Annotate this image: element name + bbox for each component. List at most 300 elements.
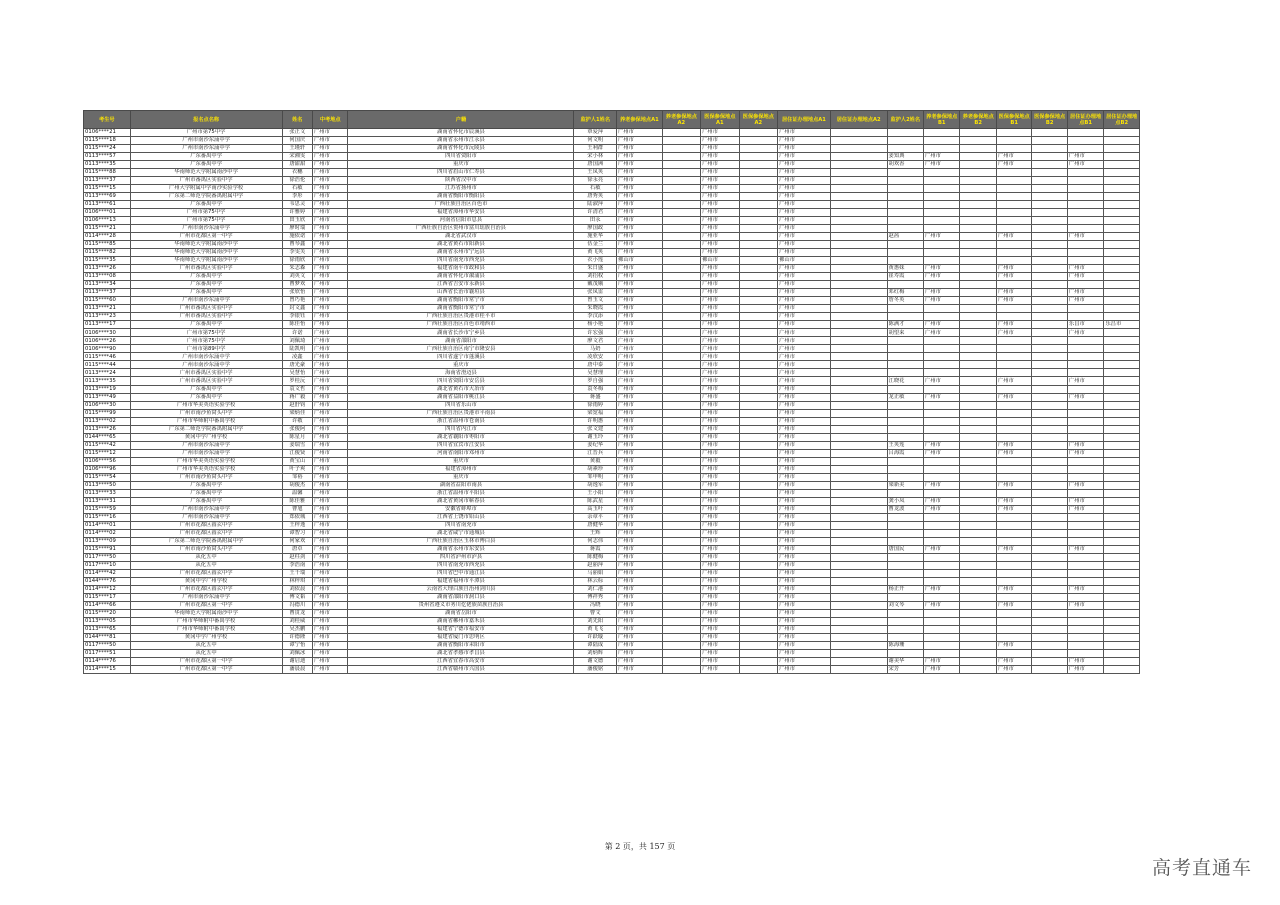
data-table [83, 110, 1140, 674]
table-cell [887, 457, 923, 465]
table-cell [830, 585, 887, 593]
table-cell: 广东番禺中学 [130, 201, 282, 209]
table-cell: 广州市 [617, 161, 663, 169]
table-cell [662, 233, 701, 241]
table-cell [887, 249, 923, 257]
table-cell [739, 297, 778, 305]
table-cell [960, 417, 996, 425]
table-row [84, 257, 1140, 265]
table-cell [1104, 217, 1140, 225]
table-cell: 福建省漳州市 [348, 465, 574, 473]
table-cell: 广东番禺中学 [130, 385, 282, 393]
table-cell: 广州市 [996, 329, 1031, 337]
table-cell [924, 385, 960, 393]
table-cell: 广州市华美英语实验学校 [130, 457, 282, 465]
table-row [84, 137, 1140, 145]
table-cell [960, 545, 996, 553]
table-cell [996, 561, 1031, 569]
table-cell: 广州市 [1067, 393, 1103, 401]
table-cell [739, 217, 778, 225]
table-cell: 0117****50 [84, 642, 131, 650]
table-cell: 广州市 [701, 225, 740, 233]
table-cell [1067, 457, 1103, 465]
table-cell [739, 417, 778, 425]
table-cell [1067, 513, 1103, 521]
table-cell [1104, 457, 1140, 465]
table-cell: 广州市 [617, 569, 663, 577]
table-cell [830, 457, 887, 465]
table-cell: 广州市 [617, 513, 663, 521]
table-cell [887, 625, 923, 633]
table-cell [996, 409, 1031, 417]
table-cell [960, 393, 996, 401]
table-cell [1032, 497, 1067, 505]
table-cell [960, 642, 996, 650]
table-cell [924, 633, 960, 641]
table-cell [1104, 642, 1140, 650]
table-cell: 覃爱萍 [574, 129, 617, 137]
table-cell: 广州市 [617, 297, 663, 305]
table-cell [1104, 385, 1140, 393]
table-cell [1032, 393, 1067, 401]
table-cell [960, 658, 996, 666]
table-cell [960, 137, 996, 145]
table-cell [662, 161, 701, 169]
table-cell [662, 225, 701, 233]
table-cell [739, 241, 778, 249]
table-cell [662, 545, 701, 553]
table-cell: 广州市 [617, 265, 663, 273]
table-cell [739, 505, 778, 513]
table-cell: 广州市 [1067, 497, 1103, 505]
table-cell [960, 321, 996, 329]
table-row [84, 329, 1140, 337]
table-cell: 河南省信阳市息县 [348, 217, 574, 225]
table-cell: 广州市 [778, 642, 831, 650]
table-cell: 广州市 [313, 369, 348, 377]
table-cell [1104, 521, 1140, 529]
table-cell [887, 337, 923, 345]
table-cell [662, 345, 701, 353]
table-cell: 四川省资阳市安岳县 [348, 377, 574, 385]
table-cell: 广州市 [701, 305, 740, 313]
table-cell [739, 577, 778, 585]
table-row [84, 345, 1140, 353]
table-cell [996, 193, 1031, 201]
table-cell: 广州市 [701, 329, 740, 337]
table-cell: 广州市 [313, 465, 348, 473]
table-cell [1067, 433, 1103, 441]
table-cell: 0113****69 [84, 193, 131, 201]
table-cell [662, 537, 701, 545]
table-cell [960, 666, 996, 674]
table-cell [1032, 369, 1067, 377]
table-cell [662, 401, 701, 409]
table-cell [996, 473, 1031, 481]
table-cell [1067, 257, 1103, 265]
table-cell [1104, 281, 1140, 289]
table-cell: 广州市 [617, 305, 663, 313]
table-cell: 华南师范大学附属南沙中学 [130, 257, 282, 265]
table-cell: 林梓琪 [282, 577, 312, 585]
table-cell [662, 425, 701, 433]
table-cell: 四川省巴中市通江县 [348, 569, 574, 577]
table-cell: 广东番禺中学 [130, 289, 282, 297]
table-cell [1032, 441, 1067, 449]
table-cell [1032, 545, 1067, 553]
table-cell [830, 545, 887, 553]
table-cell [739, 633, 778, 641]
table-cell [1104, 425, 1140, 433]
table-cell [924, 457, 960, 465]
table-cell: 何文明 [574, 137, 617, 145]
table-cell [739, 145, 778, 153]
table-cell: 广州市 [617, 281, 663, 289]
table-cell [924, 625, 960, 633]
table-cell [960, 209, 996, 217]
table-cell [1067, 529, 1103, 537]
table-cell [960, 217, 996, 225]
table-cell: 何志伟 [574, 537, 617, 545]
table-cell [662, 273, 701, 281]
table-cell [1032, 249, 1067, 257]
table-cell [960, 129, 996, 137]
table-cell: 王辉 [574, 529, 617, 537]
table-cell [924, 209, 960, 217]
table-cell: 罗自强 [574, 377, 617, 385]
table-cell: 广州市 [1067, 273, 1103, 281]
table-cell: 0106****01 [84, 209, 131, 217]
table-cell [996, 417, 1031, 425]
table-cell [887, 513, 923, 521]
table-cell: 广州市 [778, 177, 831, 185]
table-cell [1067, 225, 1103, 233]
table-cell: 广州市 [313, 361, 348, 369]
table-cell [1067, 609, 1103, 617]
table-row [84, 465, 1140, 473]
table-cell [960, 481, 996, 489]
column-header: 养老参保地点A1 [617, 111, 663, 129]
table-cell [1104, 585, 1140, 593]
table-cell: 广州市 [996, 601, 1031, 609]
table-cell [1104, 209, 1140, 217]
table-cell [1032, 633, 1067, 641]
table-cell: 广州市 [701, 393, 740, 401]
table-cell: 广州市 [313, 305, 348, 313]
table-cell [662, 457, 701, 465]
table-cell: 何家欢 [282, 537, 312, 545]
table-cell [1104, 609, 1140, 617]
table-cell: 广州市 [313, 321, 348, 329]
table-cell [739, 313, 778, 321]
table-cell: 广州市 [617, 289, 663, 297]
table-cell [996, 305, 1031, 313]
table-cell: 广西壮族自治区百色市靖西市 [348, 321, 574, 329]
column-header: 居住证办理地点A2 [830, 111, 887, 129]
table-cell [1104, 617, 1140, 625]
table-cell: 河南省南阳市邓州市 [348, 449, 574, 457]
table-cell: 谭宁怡 [282, 642, 312, 650]
table-cell: 湖北省黄石市大冶市 [348, 385, 574, 393]
table-cell: 广州市 [617, 481, 663, 489]
table-cell: 广州市花都区圆玄中学 [130, 529, 282, 537]
table-cell: 江苏省扬州市 [348, 185, 574, 193]
table-cell: 0113****31 [84, 497, 131, 505]
table-cell: 广州市 [996, 642, 1031, 650]
table-cell [1032, 361, 1067, 369]
table-cell: 0114****15 [84, 666, 131, 674]
table-cell: 广州市 [996, 441, 1031, 449]
table-cell [739, 345, 778, 353]
table-cell: 广州市 [778, 425, 831, 433]
table-cell [739, 553, 778, 561]
table-cell [996, 209, 1031, 217]
table-cell: 刘先阳 [574, 617, 617, 625]
table-cell: 广州市 [924, 601, 960, 609]
table-cell [662, 593, 701, 601]
table-cell: 胡俊杰 [282, 481, 312, 489]
table-cell: 广州市 [617, 601, 663, 609]
table-cell: 蒋盛 [574, 393, 617, 401]
table-cell [1104, 329, 1140, 337]
table-cell: 广州市 [778, 465, 831, 473]
table-cell [1067, 353, 1103, 361]
table-cell: 广州市 [701, 361, 740, 369]
table-cell [1104, 666, 1140, 674]
table-cell: 胡望来 [887, 329, 923, 337]
table-cell [830, 561, 887, 569]
table-row [84, 201, 1140, 209]
table-cell: 0117****10 [84, 561, 131, 569]
table-cell: 0113****34 [84, 281, 131, 289]
table-row [84, 369, 1140, 377]
table-cell: 刘文琴 [887, 601, 923, 609]
table-cell: 广州市 [778, 393, 831, 401]
table-cell [739, 337, 778, 345]
table-cell: 广州市 [701, 297, 740, 305]
table-cell [830, 345, 887, 353]
table-row [84, 457, 1140, 465]
table-cell: 张欣怡 [282, 289, 312, 297]
table-cell: 施亚华 [574, 233, 617, 241]
table-cell [996, 457, 1031, 465]
table-cell: 广州市 [701, 417, 740, 425]
table-cell: 广州市 [778, 625, 831, 633]
table-cell [662, 521, 701, 529]
table-cell: 广州市华师附中番禺学校 [130, 417, 282, 425]
table-cell: 梁新美 [887, 481, 923, 489]
table-cell: 广州市 [313, 513, 348, 521]
table-cell [739, 185, 778, 193]
table-cell [887, 209, 923, 217]
table-cell [996, 337, 1031, 345]
table-cell [1032, 201, 1067, 209]
column-header: 监护人2姓名 [887, 111, 923, 129]
table-cell: 广州市 [701, 345, 740, 353]
table-cell [1067, 129, 1103, 137]
table-cell: 广州市 [701, 129, 740, 137]
table-cell: 广州市 [1067, 233, 1103, 241]
table-cell: 广州市华师附中番禺学校 [130, 617, 282, 625]
table-cell [739, 441, 778, 449]
table-cell [662, 193, 701, 201]
table-cell: 广州市 [924, 233, 960, 241]
table-cell: 广西壮族自治区贵港市桂平市 [348, 313, 574, 321]
table-cell: 广州市 [701, 553, 740, 561]
table-cell: 许清君 [574, 209, 617, 217]
table-cell: 许诺 [282, 329, 312, 337]
table-cell: 广州市 [701, 658, 740, 666]
table-cell: 广州市 [924, 289, 960, 297]
table-cell: 广州市 [778, 633, 831, 641]
table-cell [662, 185, 701, 193]
column-header: 居住证办理地点A1 [778, 111, 831, 129]
table-cell: 杨正开 [887, 585, 923, 593]
table-cell: 陈佳怡 [282, 321, 312, 329]
table-cell: 广州市花都区圆玄中学 [130, 585, 282, 593]
table-cell: 广州市 [701, 593, 740, 601]
table-cell [960, 553, 996, 561]
table-cell [887, 345, 923, 353]
table-cell: 0113****35 [84, 377, 131, 385]
table-cell [960, 585, 996, 593]
table-cell [960, 441, 996, 449]
table-cell: 广州市 [778, 537, 831, 545]
table-cell: 唐光豪 [282, 361, 312, 369]
table-body [84, 129, 1140, 674]
table-cell [996, 609, 1031, 617]
table-cell: 0113****02 [84, 417, 131, 425]
table-cell: 广州市 [924, 545, 960, 553]
table-cell [830, 129, 887, 137]
table-cell [1104, 377, 1140, 385]
table-cell [739, 377, 778, 385]
table-cell: 陈武星 [574, 497, 617, 505]
table-row [84, 313, 1140, 321]
table-cell [662, 129, 701, 137]
table-cell [1104, 449, 1140, 457]
table-cell [830, 529, 887, 537]
table-cell [924, 169, 960, 177]
table-cell [739, 569, 778, 577]
table-row [84, 449, 1140, 457]
table-cell: 广州市 [778, 577, 831, 585]
table-cell: 曹琴鑫 [282, 241, 312, 249]
table-cell [1067, 561, 1103, 569]
table-cell: 湖南省永州市宁远县 [348, 249, 574, 257]
table-cell: 凌欣安 [574, 353, 617, 361]
table-cell: 广州大学附属中学南沙实验学校 [130, 185, 282, 193]
table-cell: 高玉叶 [574, 505, 617, 513]
table-cell: 广州市 [701, 289, 740, 297]
table-cell: 广州市 [617, 145, 663, 153]
table-cell: 广西壮族自治区贵港市平南县 [348, 409, 574, 417]
table-cell [887, 257, 923, 265]
table-cell: 0113****37 [84, 177, 131, 185]
table-cell: 广州市 [701, 321, 740, 329]
table-cell: 从化五中 [130, 553, 282, 561]
table-cell: 0106****30 [84, 401, 131, 409]
table-cell: 广州市 [313, 337, 348, 345]
table-cell: 广州市 [1067, 601, 1103, 609]
table-cell: 刘桂威 [282, 617, 312, 625]
table-cell [924, 417, 960, 425]
table-cell [1104, 401, 1140, 409]
table-cell: 广州市 [1067, 545, 1103, 553]
table-cell: 广州市 [617, 201, 663, 209]
table-cell: 浙江省温州市平阳县 [348, 489, 574, 497]
table-cell: 0113****33 [84, 489, 131, 497]
table-cell: 广州市 [313, 353, 348, 361]
table-cell [1067, 217, 1103, 225]
table-cell: 广州市 [778, 569, 831, 577]
table-row [84, 265, 1140, 273]
table-cell: 广州市 [617, 233, 663, 241]
table-cell: 广州市 [617, 650, 663, 658]
table-cell [996, 313, 1031, 321]
table-cell [1067, 489, 1103, 497]
table-cell [960, 521, 996, 529]
table-cell [662, 297, 701, 305]
table-cell: 廖文君 [574, 337, 617, 345]
table-cell [830, 609, 887, 617]
table-cell [1067, 169, 1103, 177]
table-cell [887, 385, 923, 393]
table-cell: 广州市 [313, 393, 348, 401]
table-cell: 广州市 [924, 497, 960, 505]
table-cell: 广州市 [778, 369, 831, 377]
table-cell [739, 409, 778, 417]
table-cell: 广州市 [617, 361, 663, 369]
table-cell: 广州市南沙鱼窝头中学 [130, 473, 282, 481]
table-cell [1104, 441, 1140, 449]
table-cell [1104, 193, 1140, 201]
table-cell: 0115****82 [84, 249, 131, 257]
table-cell [1067, 401, 1103, 409]
table-cell: 李彤 [282, 193, 312, 201]
table-cell [1032, 337, 1067, 345]
table-cell: 王瑾轩 [282, 145, 312, 153]
table-cell: 梁炳佳 [282, 409, 312, 417]
table-cell [924, 185, 960, 193]
table-cell: 0114****02 [84, 529, 131, 537]
table-cell: 广州市花都区圆玄中学 [130, 569, 282, 577]
table-cell: 广州市 [313, 417, 348, 425]
table-cell: 广州市 [617, 433, 663, 441]
table-row [84, 545, 1140, 553]
table-cell [924, 569, 960, 577]
table-cell [1104, 305, 1140, 313]
table-cell: 广州市 [617, 393, 663, 401]
table-cell: 佛山市 [701, 257, 740, 265]
table-row [84, 537, 1140, 545]
table-cell: 广东番禺中学 [130, 497, 282, 505]
table-cell: 0115****12 [84, 449, 131, 457]
table-cell: 四川省眉山市仁寿县 [348, 169, 574, 177]
table-cell: 广州市 [996, 497, 1031, 505]
table-cell: 广西壮族自治区玉林市博白县 [348, 537, 574, 545]
table-row [84, 513, 1140, 521]
table-cell: 广州市 [701, 617, 740, 625]
table-cell: 叶子爽 [282, 465, 312, 473]
table-cell: 广州市 [996, 377, 1031, 385]
table-cell [662, 313, 701, 321]
table-cell [739, 393, 778, 401]
column-header: 医保参保地点B1 [996, 111, 1031, 129]
table-cell: 广州市 [617, 129, 663, 137]
table-cell: 广州市 [1067, 481, 1103, 489]
table-cell: 陈海珊 [887, 642, 923, 650]
